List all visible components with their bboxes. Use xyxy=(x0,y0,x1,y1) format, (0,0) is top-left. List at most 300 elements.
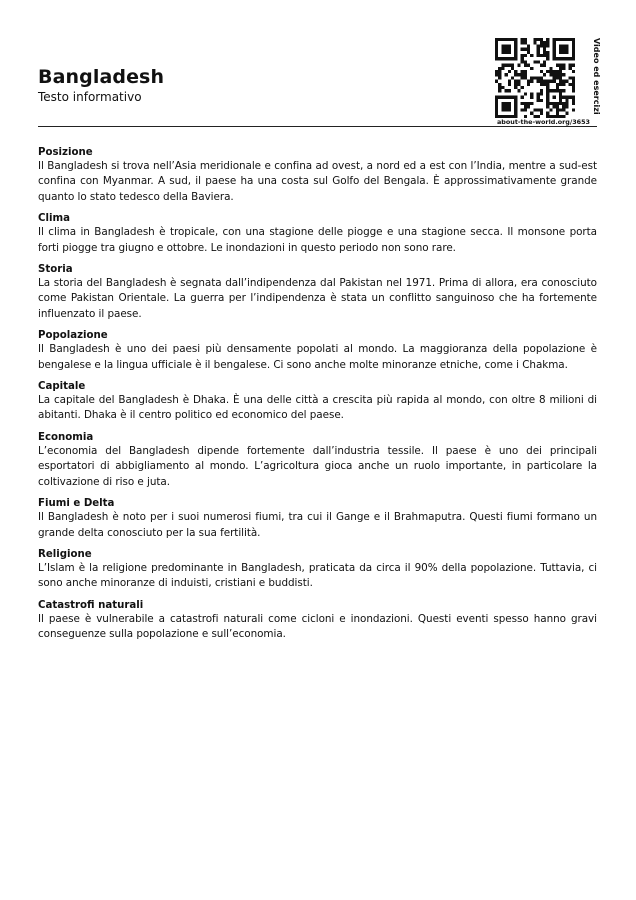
qr-module xyxy=(521,41,524,44)
qr-module xyxy=(537,76,540,79)
qr-module xyxy=(553,51,556,54)
qr-module xyxy=(505,96,508,99)
qr-module xyxy=(553,44,556,47)
qr-module xyxy=(543,48,546,51)
qr-module xyxy=(517,83,520,86)
qr-module xyxy=(559,108,562,111)
qr-module xyxy=(540,83,543,86)
qr-module xyxy=(562,80,565,83)
section-heading: Economia xyxy=(38,431,94,443)
qr-module xyxy=(569,76,572,79)
section-heading: Catastrofi naturali xyxy=(38,599,144,611)
qr-module xyxy=(559,92,562,95)
qr-module xyxy=(572,41,575,44)
qr-module xyxy=(511,57,514,60)
qr-module xyxy=(505,73,508,76)
qr-module xyxy=(530,80,533,83)
section-religion xyxy=(38,548,597,592)
qr-module xyxy=(521,86,524,89)
qr-module xyxy=(546,92,549,95)
section-text: La capitale del Bangladesh è Dhaka. È una delle città a crescita più rapida al mondo, con oltre 8 milioni di abitanti. Dhaka è il centro politico ed economico del paese. xyxy=(38,394,597,422)
section-text: Il clima in Bangladesh è tropicale, con una stagione delle piogge e una stagione secca. Il monsone porta forti piogge tra giugno e ottobre. Le inondazioni in questo periodo non sono rare. xyxy=(38,226,597,254)
qr-module xyxy=(514,83,517,86)
qr-module xyxy=(501,64,504,67)
qr-module xyxy=(524,102,527,105)
qr-module xyxy=(565,102,568,105)
qr-module xyxy=(501,105,504,108)
qr-module xyxy=(501,108,504,111)
qr-module xyxy=(508,102,511,105)
qr-module xyxy=(521,38,524,41)
qr-module xyxy=(572,44,575,47)
qr-module xyxy=(553,38,556,41)
qr-module xyxy=(565,48,568,51)
qr-module xyxy=(530,54,533,57)
qr-module xyxy=(530,112,533,115)
qr-module xyxy=(546,105,549,108)
qr-module xyxy=(540,38,543,41)
qr-module xyxy=(572,102,575,105)
qr-module xyxy=(556,64,559,67)
qr-module xyxy=(505,44,508,47)
qr-code-icon[interactable] xyxy=(495,38,581,124)
qr-module xyxy=(508,38,511,41)
qr-module xyxy=(527,64,530,67)
qr-module xyxy=(508,57,511,60)
qr-module xyxy=(524,41,527,44)
qr-module xyxy=(527,48,530,51)
qr-module xyxy=(508,80,511,83)
qr-module xyxy=(549,102,552,105)
section-heading: Popolazione xyxy=(38,330,108,342)
section-climate xyxy=(38,212,597,256)
section-economy xyxy=(38,431,597,490)
qr-module xyxy=(572,99,575,102)
qr-module xyxy=(556,108,559,111)
qr-module xyxy=(505,51,508,54)
qr-module xyxy=(501,102,504,105)
qr-module xyxy=(572,96,575,99)
qr-module xyxy=(508,48,511,51)
qr-module xyxy=(505,102,508,105)
qr-module xyxy=(508,64,511,67)
qr-module xyxy=(559,67,562,70)
qr-module xyxy=(495,41,498,44)
qr-module xyxy=(562,83,565,86)
qr-module xyxy=(537,54,540,57)
qr-module xyxy=(505,57,508,60)
qr-module xyxy=(562,64,565,67)
qr-module xyxy=(508,108,511,111)
qr-module xyxy=(559,99,562,102)
qr-module xyxy=(549,67,552,70)
qr-module xyxy=(569,83,572,86)
qr-module xyxy=(514,57,517,60)
qr-module xyxy=(530,76,533,79)
qr-module xyxy=(562,51,565,54)
qr-module xyxy=(505,64,508,67)
qr-module xyxy=(514,38,517,41)
qr-module xyxy=(556,73,559,76)
qr-module xyxy=(543,51,546,54)
qr-module xyxy=(495,108,498,111)
qr-module xyxy=(546,86,549,89)
qr-module xyxy=(530,67,533,70)
qr-module xyxy=(562,38,565,41)
qr-module xyxy=(495,44,498,47)
qr-module xyxy=(501,86,504,89)
qr-module xyxy=(565,105,568,108)
qr-module xyxy=(514,112,517,115)
qr-module xyxy=(559,38,562,41)
qr-module xyxy=(514,70,517,73)
qr-module xyxy=(556,112,559,115)
qr-module xyxy=(543,41,546,44)
qr-module xyxy=(553,105,556,108)
qr-module xyxy=(495,105,498,108)
qr-module xyxy=(498,73,501,76)
qr-module xyxy=(495,99,498,102)
qr-module xyxy=(505,38,508,41)
qr-module xyxy=(508,51,511,54)
qr-module xyxy=(540,80,543,83)
qr-module xyxy=(537,80,540,83)
qr-module xyxy=(533,76,536,79)
video-exercises-label: Video ed esercizi xyxy=(592,38,601,115)
document-body xyxy=(38,146,597,650)
qr-module xyxy=(514,108,517,111)
section-heading: Capitale xyxy=(38,381,86,393)
qr-module xyxy=(546,99,549,102)
qr-module xyxy=(562,108,565,111)
qr-module xyxy=(517,64,520,67)
qr-module xyxy=(495,51,498,54)
qr-module xyxy=(572,48,575,51)
qr-module xyxy=(546,89,549,92)
qr-module xyxy=(521,102,524,105)
qr-module xyxy=(565,51,568,54)
qr-url-link[interactable]: about-the-world.org/3653 xyxy=(497,118,591,126)
qr-module xyxy=(498,70,501,73)
qr-module xyxy=(546,102,549,105)
qr-module xyxy=(562,89,565,92)
qr-module xyxy=(553,102,556,105)
qr-module xyxy=(559,51,562,54)
qr-module xyxy=(521,57,524,60)
qr-module xyxy=(549,70,552,73)
qr-module xyxy=(565,112,568,115)
qr-module xyxy=(572,64,575,67)
qr-module xyxy=(514,54,517,57)
section-capital xyxy=(38,380,597,424)
qr-module xyxy=(565,96,568,99)
qr-module xyxy=(514,86,517,89)
section-rivers-delta xyxy=(38,497,597,541)
qr-module xyxy=(521,60,524,63)
qr-module xyxy=(527,83,530,86)
section-heading: Religione xyxy=(38,548,92,560)
section-heading: Posizione xyxy=(38,147,93,158)
qr-module xyxy=(559,70,562,73)
qr-module xyxy=(527,44,530,47)
qr-module xyxy=(546,44,549,47)
qr-module xyxy=(524,48,527,51)
qr-module xyxy=(565,57,568,60)
qr-module xyxy=(501,51,504,54)
qr-module xyxy=(530,102,533,105)
qr-module xyxy=(533,108,536,111)
qr-module xyxy=(572,83,575,86)
qr-module xyxy=(495,38,498,41)
qr-module xyxy=(521,76,524,79)
qr-module xyxy=(495,73,498,76)
qr-module xyxy=(524,60,527,63)
qr-module xyxy=(530,92,533,95)
qr-module xyxy=(501,38,504,41)
qr-module xyxy=(543,83,546,86)
qr-module xyxy=(546,51,549,54)
qr-module xyxy=(508,44,511,47)
qr-code-graphic xyxy=(495,38,575,118)
qr-module xyxy=(559,80,562,83)
qr-module xyxy=(572,76,575,79)
qr-module xyxy=(514,99,517,102)
qr-module xyxy=(562,67,565,70)
qr-module xyxy=(524,105,527,108)
section-heading: Storia xyxy=(38,264,73,276)
qr-module xyxy=(521,54,524,57)
qr-module xyxy=(495,70,498,73)
document-header xyxy=(38,36,601,128)
qr-module xyxy=(527,51,530,54)
qr-module xyxy=(565,44,568,47)
qr-module xyxy=(569,96,572,99)
qr-module xyxy=(556,83,559,86)
section-history xyxy=(38,263,597,322)
qr-module xyxy=(572,38,575,41)
qr-module xyxy=(498,86,501,89)
qr-module xyxy=(521,73,524,76)
qr-module xyxy=(517,80,520,83)
qr-module xyxy=(533,60,536,63)
qr-module xyxy=(540,70,543,73)
qr-module xyxy=(521,96,524,99)
qr-module xyxy=(540,44,543,47)
qr-module xyxy=(546,54,549,57)
qr-module xyxy=(543,80,546,83)
qr-module xyxy=(543,54,546,57)
qr-module xyxy=(553,80,556,83)
qr-module xyxy=(498,67,501,70)
qr-module xyxy=(514,73,517,76)
qr-module xyxy=(514,51,517,54)
qr-module xyxy=(537,108,540,111)
qr-module xyxy=(559,64,562,67)
qr-module xyxy=(524,70,527,73)
qr-module xyxy=(505,89,508,92)
qr-module xyxy=(537,99,540,102)
qr-module xyxy=(501,67,504,70)
qr-module xyxy=(565,80,568,83)
qr-module xyxy=(565,38,568,41)
qr-module xyxy=(537,92,540,95)
header-divider xyxy=(38,126,597,127)
qr-module xyxy=(527,102,530,105)
qr-module xyxy=(495,54,498,57)
qr-module xyxy=(537,38,540,41)
section-population xyxy=(38,329,597,373)
qr-module xyxy=(572,51,575,54)
qr-module xyxy=(508,83,511,86)
qr-module xyxy=(530,96,533,99)
qr-module xyxy=(553,73,556,76)
qr-module xyxy=(556,89,559,92)
qr-module xyxy=(546,70,549,73)
qr-module xyxy=(543,44,546,47)
qr-module xyxy=(498,96,501,99)
qr-module xyxy=(556,102,559,105)
qr-module xyxy=(559,44,562,47)
qr-module xyxy=(559,73,562,76)
qr-module xyxy=(521,70,524,73)
qr-module xyxy=(540,99,543,102)
section-heading: Fiumi e Delta xyxy=(38,498,115,510)
qr-module xyxy=(562,44,565,47)
qr-module xyxy=(501,96,504,99)
qr-module xyxy=(546,96,549,99)
qr-module xyxy=(543,73,546,76)
qr-module xyxy=(569,67,572,70)
qr-module xyxy=(572,89,575,92)
qr-module xyxy=(505,48,508,51)
qr-module xyxy=(546,112,549,115)
qr-module xyxy=(559,102,562,105)
qr-module xyxy=(549,89,552,92)
qr-module xyxy=(517,73,520,76)
qr-module xyxy=(511,64,514,67)
qr-module xyxy=(569,38,572,41)
qr-module xyxy=(498,57,501,60)
qr-module xyxy=(521,48,524,51)
qr-module xyxy=(553,76,556,79)
qr-module xyxy=(540,76,543,79)
qr-module xyxy=(546,38,549,41)
section-text: Il paese è vulnerabile a catastrofi naturali come cicloni e inondazioni. Questi eventi spesso hanno gravi conseguenze sulla popolazione e sull’economia. xyxy=(38,612,597,641)
qr-module xyxy=(540,92,543,95)
qr-module xyxy=(495,57,498,60)
qr-module xyxy=(553,57,556,60)
qr-module xyxy=(572,70,575,73)
qr-module xyxy=(572,108,575,111)
qr-module xyxy=(498,76,501,79)
qr-module xyxy=(501,48,504,51)
section-position xyxy=(38,146,597,205)
qr-module xyxy=(553,70,556,73)
qr-module xyxy=(498,38,501,41)
qr-module xyxy=(511,38,514,41)
qr-module xyxy=(540,54,543,57)
qr-module xyxy=(559,83,562,86)
qr-module xyxy=(572,57,575,60)
qr-module xyxy=(556,38,559,41)
qr-module xyxy=(514,96,517,99)
qr-module xyxy=(540,64,543,67)
qr-module xyxy=(553,54,556,57)
qr-module xyxy=(546,57,549,60)
qr-module xyxy=(537,44,540,47)
section-text: Il Bangladesh si trova nell’Asia meridionale e confina ad ovest, a nord ed a est con l’India, mentre a sud-est confina con Myanmar. A sud, il paese ha una costa sul Golfo del Bengala. È approssimativamente grande quanto lo stato tedesco della Baviera. xyxy=(38,160,597,203)
qr-module xyxy=(508,96,511,99)
qr-module xyxy=(533,41,536,44)
qr-module xyxy=(524,73,527,76)
qr-module xyxy=(543,64,546,67)
qr-module xyxy=(569,57,572,60)
qr-module xyxy=(559,96,562,99)
qr-module xyxy=(546,41,549,44)
qr-module xyxy=(559,48,562,51)
qr-module xyxy=(572,80,575,83)
qr-module xyxy=(559,89,562,92)
qr-module xyxy=(524,92,527,95)
qr-module xyxy=(508,89,511,92)
qr-module xyxy=(521,108,524,111)
section-heading: Clima xyxy=(38,213,70,225)
qr-module xyxy=(553,89,556,92)
qr-module xyxy=(556,105,559,108)
qr-module xyxy=(514,44,517,47)
page-title: Bangladesh xyxy=(38,66,165,88)
qr-module xyxy=(565,99,568,102)
qr-module xyxy=(549,108,552,111)
qr-module xyxy=(559,76,562,79)
qr-module xyxy=(524,76,527,79)
qr-module xyxy=(511,96,514,99)
qr-module xyxy=(562,102,565,105)
section-text: L’Islam è la religione predominante in Bangladesh, praticata da circa il 90% della popolazione. Tuttavia, ci sono anche minoranze di induisti, cristiani e buddisti. xyxy=(38,561,597,590)
qr-module xyxy=(514,102,517,105)
section-natural-disasters xyxy=(38,599,597,643)
qr-module xyxy=(524,108,527,111)
qr-module xyxy=(562,96,565,99)
qr-module xyxy=(546,80,549,83)
qr-module xyxy=(495,112,498,115)
qr-module xyxy=(543,60,546,63)
qr-module xyxy=(546,83,549,86)
qr-module xyxy=(559,57,562,60)
qr-module xyxy=(562,73,565,76)
qr-module xyxy=(533,38,536,41)
qr-module xyxy=(527,80,530,83)
page-subtitle: Testo informativo xyxy=(38,90,142,104)
section-text: L’economia del Bangladesh dipende fortemente dall’industria tessile. Il paese è uno dei principali esportatori di abbigliamento al mondo. L’agricoltura gioca anche un ruolo importante, in particolare la coltivazione di riso e juta. xyxy=(38,444,597,488)
section-text: La storia del Bangladesh è segnata dall’indipendenza dal Pakistan nel 1971. Prima di allora, era conosciuto come Pakistan Orientale. La guerra per l’indipendenza è stata un conflitto sanguinoso che ha fortemente influenzato il paese. xyxy=(38,277,597,320)
qr-module xyxy=(514,105,517,108)
qr-module xyxy=(505,108,508,111)
qr-module xyxy=(537,96,540,99)
qr-module xyxy=(540,89,543,92)
qr-module xyxy=(540,112,543,115)
qr-module xyxy=(527,105,530,108)
qr-module xyxy=(553,96,556,99)
qr-module xyxy=(514,48,517,51)
qr-module xyxy=(562,57,565,60)
qr-module xyxy=(514,80,517,83)
qr-module xyxy=(562,48,565,51)
qr-module xyxy=(508,105,511,108)
qr-module xyxy=(498,83,501,86)
section-text: Il Bangladesh è noto per i suoi numerosi fiumi, tra cui il Gange e il Brahmaputra. Questi fiumi formano un grande delta conosciuto per la sua fertilità. xyxy=(38,511,597,539)
qr-module xyxy=(549,80,552,83)
